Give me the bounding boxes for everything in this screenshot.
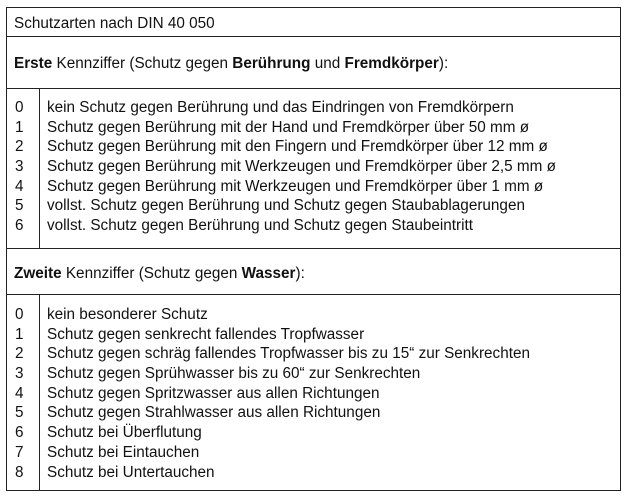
row-number: 6 (15, 217, 24, 235)
heading-bold: Berührung (232, 55, 311, 72)
first-digit-heading (14, 54, 448, 73)
protection-classes-table (6, 7, 621, 491)
heading-text: Kennziffer (Schutz gegen (61, 265, 242, 282)
row-description: Schutz gegen Berührung mit den Fingern und Fremdkörper über 12 mm ø (47, 138, 548, 156)
row-number: 0 (15, 306, 24, 323)
row-number: 4 (15, 384, 24, 402)
row-number: 7 (15, 443, 24, 461)
row-description: Schutz gegen Sprühwasser bis zu 60“ zur Senkrechten (47, 365, 421, 383)
table-row (7, 325, 620, 345)
row-description: Schutz gegen schräg fallendes Tropfwasser bis zu 15“ zur Senkrechten (47, 345, 530, 363)
row-number: 6 (15, 424, 24, 442)
row-description: Schutz gegen Berührung mit Werkzeugen und Fremdkörper über 1 mm ø (47, 177, 544, 195)
row-description: vollst. Schutz gegen Berührung und Schutz gegen Staubeintritt (47, 217, 474, 235)
row-number: 0 (15, 99, 24, 116)
row-description: Schutz gegen Berührung mit Werkzeugen und Fremdkörper über 2,5 mm ø (47, 158, 557, 176)
row-number: 2 (15, 138, 24, 156)
row-number: 8 (15, 463, 24, 481)
table-row (7, 463, 620, 483)
divider (7, 294, 620, 295)
row-description: Schutz gegen Strahlwasser aus allen Richtungen (47, 404, 381, 422)
row-number: 1 (15, 325, 24, 343)
row-description: Schutz bei Überflutung (47, 424, 202, 442)
table-row (7, 157, 620, 177)
table-row (7, 403, 620, 423)
row-number: 4 (15, 177, 24, 195)
row-number: 3 (15, 365, 24, 383)
row-number: 2 (15, 345, 24, 363)
heading-text: Kennziffer (Schutz gegen (52, 55, 233, 72)
row-description: vollst. Schutz gegen Berührung und Schutz gegen Staubablagerungen (47, 197, 525, 215)
table-row (7, 305, 620, 325)
divider (7, 36, 620, 37)
row-description: Schutz gegen senkrecht fallendes Tropfwasser (47, 325, 365, 343)
divider (7, 88, 620, 89)
first-digit-rows (7, 98, 620, 236)
row-description: Schutz bei Untertauchen (47, 463, 215, 481)
row-description: Schutz gegen Berührung mit der Hand und Fremdkörper über 50 mm ø (47, 118, 530, 136)
row-number: 1 (15, 118, 24, 136)
table-row (7, 196, 620, 216)
table-row (7, 98, 620, 118)
row-description: Schutz gegen Spritzwasser aus allen Richtungen (47, 384, 380, 402)
table-row (7, 364, 620, 384)
table-title: Schutzarten nach DIN 40 050 (14, 15, 215, 32)
second-digit-heading (14, 264, 305, 283)
table-row (7, 216, 620, 236)
table-row (7, 384, 620, 404)
row-description: Schutz bei Eintauchen (47, 443, 200, 461)
table-row (7, 344, 620, 364)
row-description: kein besonderer Schutz (47, 306, 208, 323)
table-row (7, 423, 620, 443)
row-number: 5 (15, 197, 24, 215)
table-row (7, 443, 620, 463)
table-row (7, 118, 620, 138)
row-number: 3 (15, 158, 24, 176)
table-row (7, 137, 620, 157)
heading-bold: Erste (14, 55, 53, 72)
divider (7, 248, 620, 249)
table-row (7, 177, 620, 197)
heading-text: ): (295, 265, 305, 282)
heading-bold: Wasser (241, 265, 296, 282)
heading-text: und (310, 55, 345, 72)
row-description: kein Schutz gegen Berührung und das Eindringen von Fremdkörpern (47, 99, 514, 116)
second-digit-rows (7, 305, 620, 482)
heading-bold: Fremdkörper (344, 55, 439, 72)
row-number: 5 (15, 404, 24, 422)
heading-text: ): (438, 55, 449, 72)
heading-bold: Zweite (14, 265, 62, 282)
